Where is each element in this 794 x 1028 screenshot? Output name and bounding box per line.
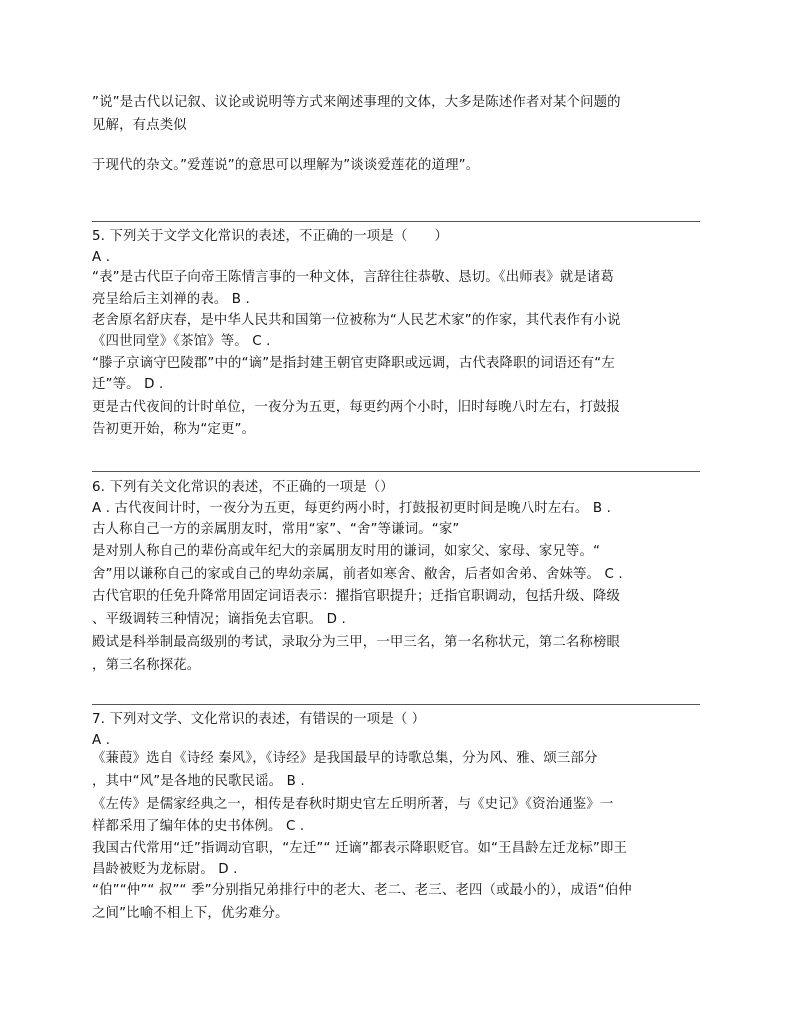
intro-line: ”说”是古代以记叙、议论或说明等方式来阐述事理的文体，大多是陈述作者对某个问题的 [92, 95, 621, 110]
option-line: ，第三名称探花。 [92, 658, 201, 673]
option-line: 迁”等。 D . [92, 377, 164, 392]
option-line: 更是古代夜间的计时单位，一夜分为五更，每更约两个小时，旧时每晚八时左右，打鼓报 [92, 400, 621, 415]
section-divider [92, 471, 700, 472]
option-line: A . 古代夜间计时，一夜分为五更，每更约两小时，打鼓报初更时间是晚八时左右。 B . [92, 501, 612, 516]
question-stem: 5. 下列关于文学文化常识的表述，不正确的一项是（ ） [92, 229, 448, 244]
question-stem: 6. 下列有关文化常识的表述，不正确的一项是（） [92, 480, 394, 495]
section-divider [92, 704, 700, 705]
question-stem: 7. 下列对文学、文化常识的表述，有错误的一项是（ ） [92, 712, 426, 727]
option-line: 舍”用以谦称自己的家或自己的卑幼亲属，前者如寒舍、敝舍，后者如舍弟、舍妹等。 C . [92, 567, 623, 582]
option-line: A . [92, 250, 111, 265]
option-line: 《蒹葭》选自《诗经 秦风》，《诗经》是我国最早的诗歌总集，分为风、雅、颂三部分 [92, 751, 598, 766]
option-line: 古代官职的任免升降常用固定词语表示：擢指官职提升；迁指官职调动，包括升级、降级 [92, 589, 621, 604]
option-line: 是对别人称自己的辈份高或年纪大的亲属朋友时用的谦词，如家父、家母、家兄等。“ [92, 544, 601, 559]
option-line: 样都采用了编年体的史书体例。 C . [92, 819, 305, 834]
option-line: 殿试是科举制最高级别的考试，录取分为三甲，一甲三名，第一名称状元，第二名称榜眼 [92, 635, 621, 650]
intro-line: 见解，有点类似 [92, 118, 187, 133]
option-line: 之间”比喻不相上下，优劣难分。 [92, 906, 289, 921]
section-divider [92, 221, 700, 222]
option-line: “伯”“仲”“ 叔”“ 季”分别指兄弟排行中的老大、老二、老三、老四（或最小的），成语“伯仲 [92, 883, 632, 898]
option-line: “滕子京谪守巴陵郡”中的“谪”是指封建王朝官吏降职或远调，古代表降职的词语还有“左 [92, 356, 615, 371]
option-line: 老舍原名舒庆春，是中华人民共和国第一位被称为“人民艺术家”的作家，其代表作有小说 [92, 313, 621, 328]
option-line: 告初更开始，称为“定更”。 [92, 422, 256, 437]
option-line: 我国古代常用“迁”指调动官职，“左迁”“ 迁谪”都表示降职贬官。如“王昌龄左迁龙标”即王 [92, 841, 628, 856]
option-line: 亮呈给后主刘禅的表。 B . [92, 292, 250, 307]
option-line: “表”是古代臣子向帝王陈情言事的一种文体，言辞往往恭敬、恳切。《出师表》就是诸葛 [92, 270, 615, 285]
intro-line: 于现代的杂文。”爱莲说”的意思可以理解为”谈谈爱莲花的道理”。 [92, 158, 480, 173]
option-line: ，其中“风”是各地的民歌民谣。 B . [92, 774, 305, 789]
option-line: A . [92, 733, 111, 748]
option-line: 《左传》是儒家经典之一，相传是春秋时期史官左丘明所著，与《史记》《资治通鉴》一 [92, 797, 614, 812]
option-line: 昌龄被贬为龙标尉。 D . [92, 862, 238, 877]
option-line: 古人称自己一方的亲属朋友时，常用“家”、“舍”等谦词。“家” [92, 522, 460, 537]
option-line: 《四世同堂》《茶馆》等。 C . [92, 334, 271, 349]
option-line: 、平级调转三种情况；谪指免去官职。 D . [92, 612, 346, 627]
